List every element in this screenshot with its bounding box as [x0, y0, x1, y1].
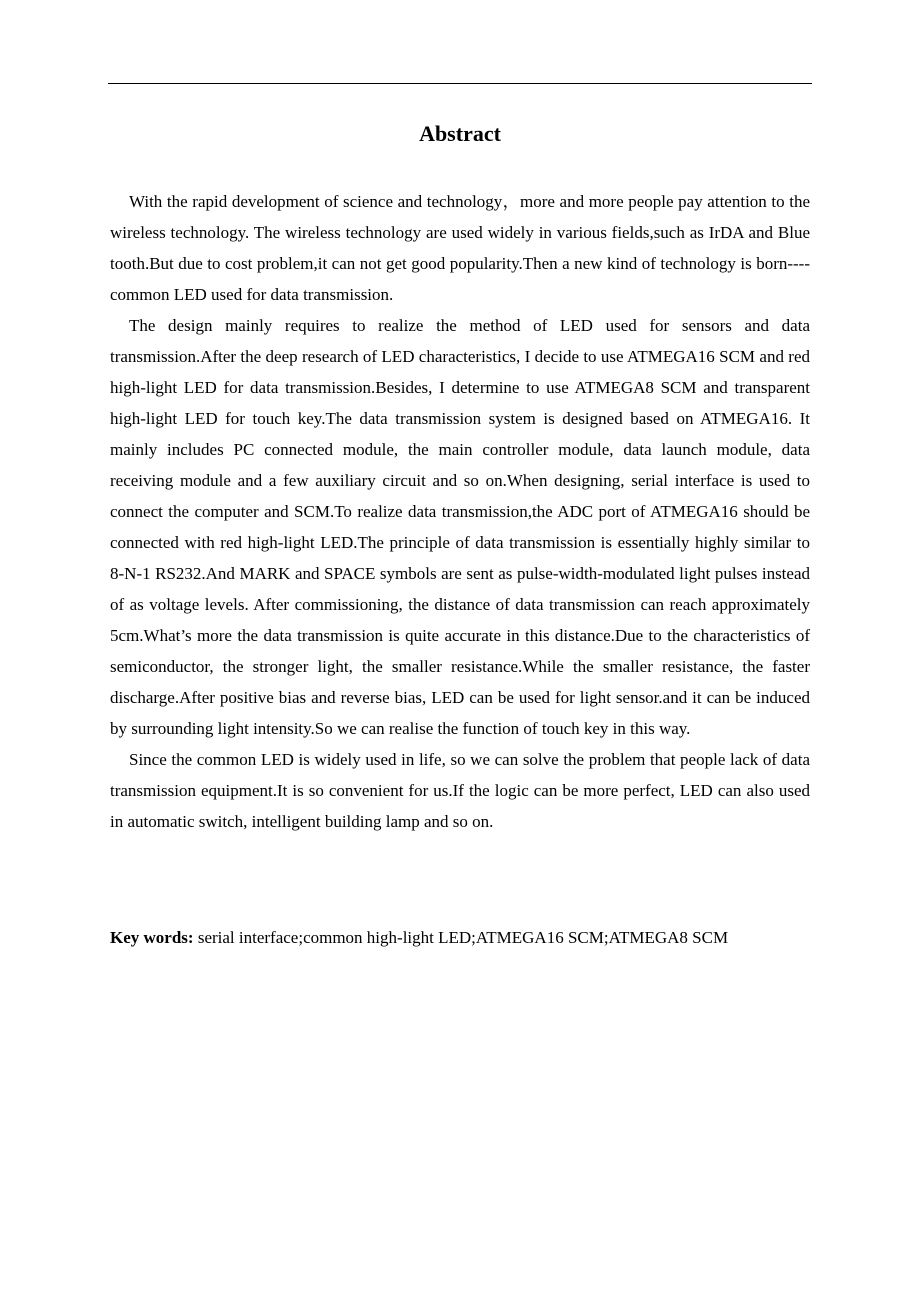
abstract-paragraph-1: With the rapid development of science and technology，more and more people pay attention to the wireless technology. The wireless technology are used widely in various fields,such as IrDA and Blue tooth.But due to cost problem,it can not get good popularity.Then a new kind of technology is born---- common LED used for data transmission.: [110, 192, 810, 304]
abstract-body: [110, 186, 810, 837]
keywords-line: [110, 922, 810, 953]
abstract-title: Abstract: [419, 121, 501, 146]
keywords-text: serial interface;common high-light LED;ATMEGA16 SCM;ATMEGA8 SCM: [193, 928, 729, 947]
header-rule: [108, 83, 812, 84]
abstract-paragraph-2: The design mainly requires to realize the method of LED used for sensors and data transmission.After the deep research of LED characteristics, I decide to use ATMEGA16 SCM and red high-light LED for data transmission.Besides, I determine to use ATMEGA8 SCM and transparent high-light LED for touch key.The data transmission system is designed based on ATMEGA16. It mainly includes PC connected module, the main controller module, data launch module, data receiving module and a few auxiliary circuit and so on.When designing, serial interface is used to connect the computer and SCM.To realize data transmission,the ADC port of ATMEGA16 should be connected with red high-light LED.The principle of data transmission is essentially highly similar to 8-N-1 RS232.And MARK and SPACE symbols are sent as pulse-width-modulated light pulses instead of as voltage levels. After commissioning, the distance of data transmission can reach approximately 5cm.What’s more the data transmission is quite accurate in this distance.Due to the characteristics of semiconductor, the stronger light, the smaller resistance.While the smaller resistance, the faster discharge.After positive bias and reverse bias, LED can be used for light sensor.and it can be induced by surrounding light intensity.So we can realise the function of touch key in this way.: [110, 316, 810, 738]
keywords-label: Key words:: [110, 928, 194, 947]
abstract-paragraph-3: Since the common LED is widely used in life, so we can solve the problem that people lack of data transmission equipment.It is so convenient for us.If the logic can be more perfect, LED can also used in automatic switch, intelligent building lamp and so on.: [110, 750, 810, 831]
